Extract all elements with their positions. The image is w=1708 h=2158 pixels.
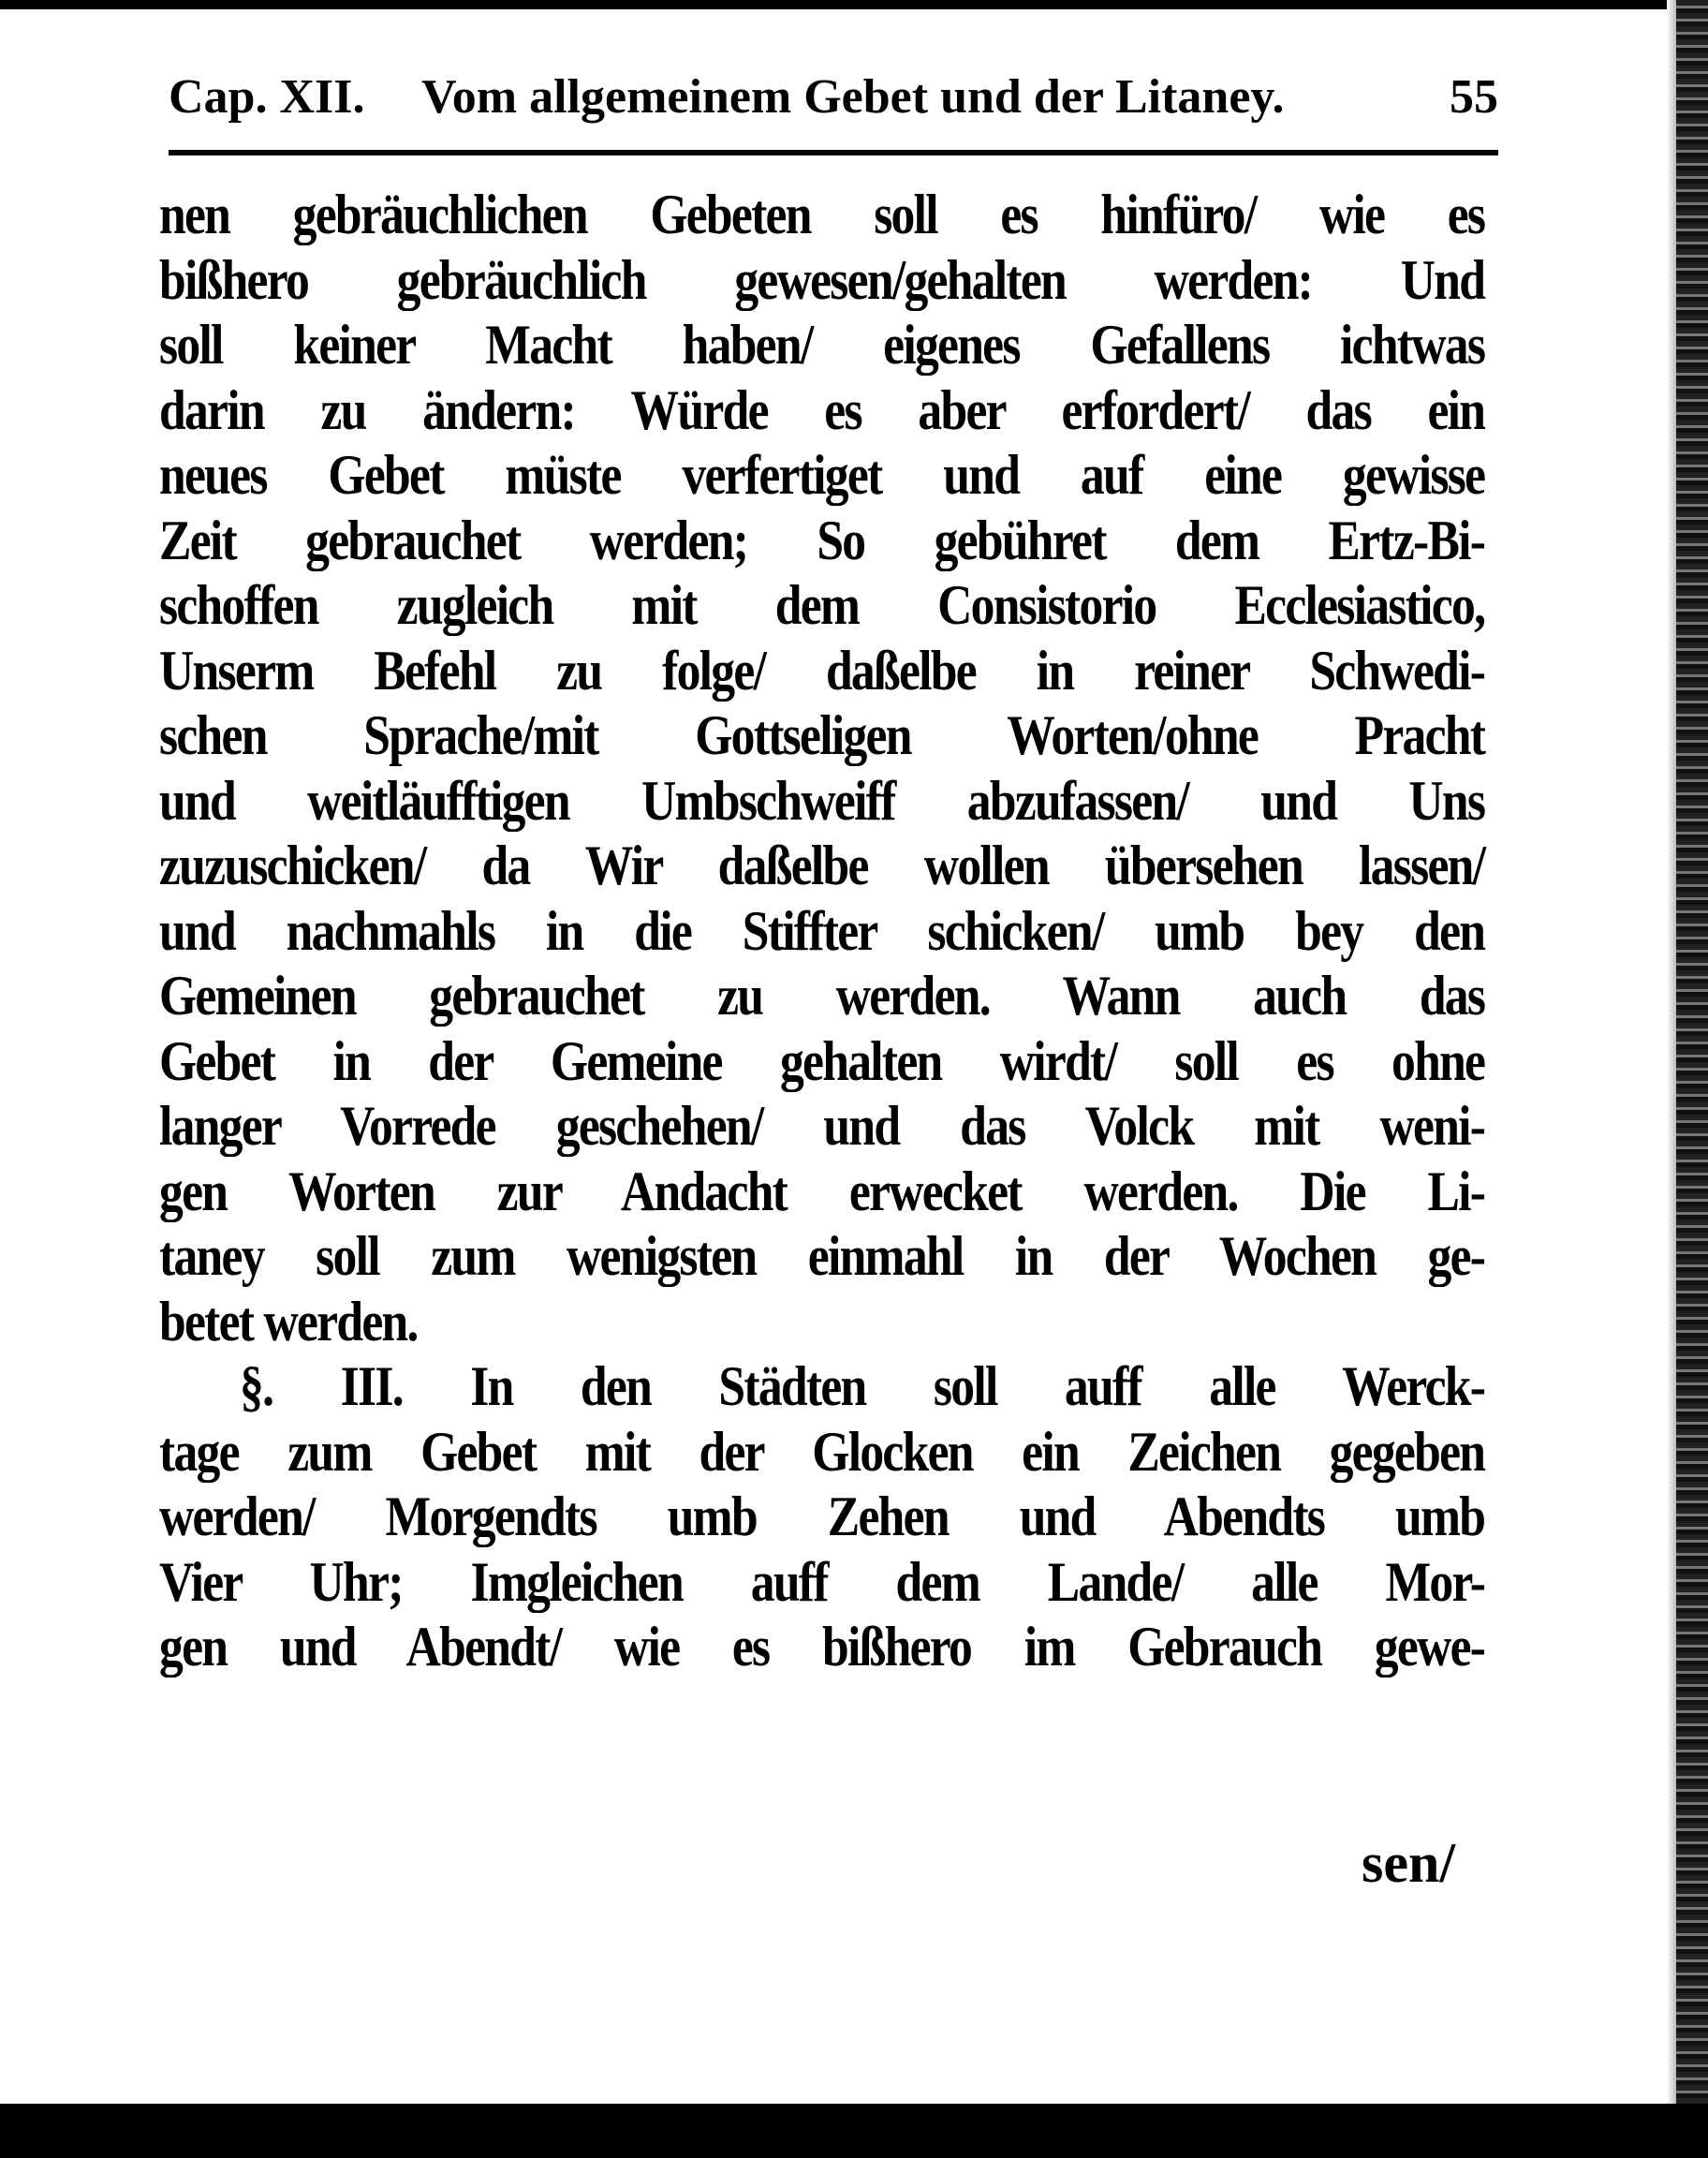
text-line: schoffen zugleich mit dem Consistorio Ecclesiastico, [159,574,1485,636]
text-line: schen Sprache/mit Gottseligen Worten/ohne Pracht [159,704,1485,766]
text-line: Gebet in der Gemeine gehalten wirdt/ soll es ohne [159,1029,1485,1092]
scan-right-edge [1676,0,1708,2158]
catchword: sen/ [1361,1832,1455,1894]
page-number: 55 [1450,70,1498,124]
text-line: Vier Uhr; Imgleichen auff dem Lande/ alle Mor- [159,1550,1485,1613]
scan-bottom-edge [0,2104,1708,2158]
text-line: gen Worten zur Andacht erwecket werden. Die Li- [159,1160,1485,1222]
text-line: Unserm Befehl zu folge/ daßelbe in reiner Schwedi- [159,639,1485,702]
chapter-title: Vom allgemeinem Gebet und der Litaney. [421,70,1285,124]
text-line: bißhero gebräuchlich gewesen/gehalten werden: Und [159,248,1485,311]
text-line: Gemeinen gebrauchet zu werden. Wann auch das [159,965,1485,1027]
body-text [159,183,1484,1680]
chapter-label: Cap. XII. [169,70,365,124]
text-line: tage zum Gebet mit der Glocken ein Zeichen gegeben [159,1420,1485,1483]
text-line: Zeit gebrauchet werden; So gebühret dem Ertz-Bi- [159,509,1485,571]
page-gutter-shadow [1667,0,1676,2158]
running-header [169,66,1498,131]
section-heading-line: §. III. In den Städten soll auff alle Werck- [240,1355,1485,1417]
text-line: darin zu ändern: Würde es aber erfordert/ das ein [159,378,1485,441]
text-line: betet werden. [159,1290,418,1352]
text-line: gen und Abendt/ wie es bißhero im Gebrauch gewe- [159,1616,1485,1678]
header-rule [169,150,1498,155]
text-line: zuzuschicken/ da Wir daßelbe wollen übersehen lassen/ [159,835,1485,896]
text-line: soll keiner Macht haben/ eigenes Gefallens ichtwas [159,314,1485,376]
text-line: werden/ Morgendts umb Zehen und Abendts umb [159,1485,1485,1547]
scan-top-edge [0,0,1676,9]
text-line: und weitläufftigen Umbschweiff abzufassen/ und Uns [159,769,1485,832]
text-line: und nachmahls in die Stiffter schicken/ umb bey den [159,899,1485,962]
text-line: neues Gebet müste verfertiget und auf eine gewisse [159,444,1485,506]
text-line: taney soll zum wenigsten einmahl in der Wochen ge- [159,1225,1485,1287]
text-line: langer Vorrede geschehen/ und das Volck mit weni- [159,1095,1485,1157]
text-line: nen gebräuchlichen Gebeten soll es hinfüro/ wie es [159,184,1485,245]
